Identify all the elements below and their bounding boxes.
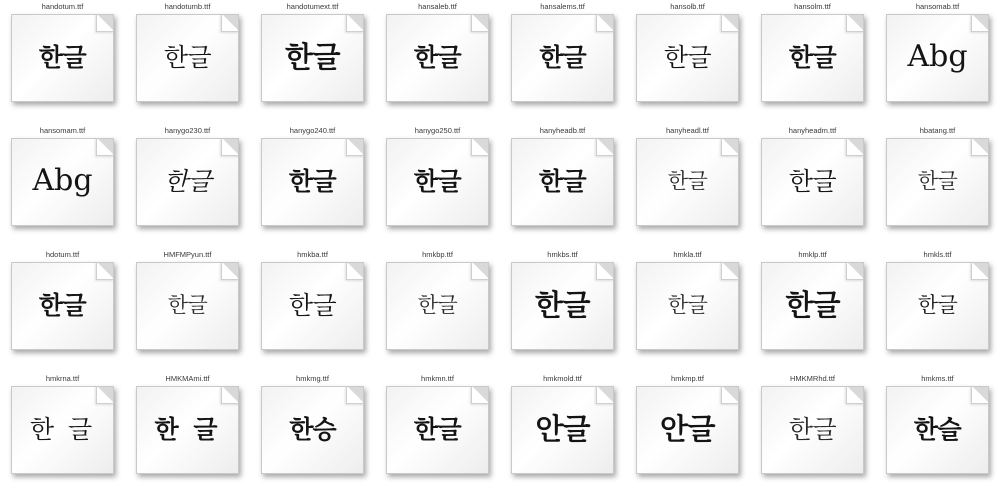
document-page-icon xyxy=(11,262,114,350)
document-page-icon xyxy=(11,138,114,226)
font-thumbnail-item[interactable] xyxy=(375,0,500,124)
font-preview-thumbnail[interactable] xyxy=(11,262,114,350)
font-file-name: hmkls.ttf xyxy=(923,250,952,259)
font-file-name: hmkbs.ttf xyxy=(547,250,578,259)
font-file-name: hmklp.ttf xyxy=(798,250,827,259)
font-thumbnail-item[interactable] xyxy=(750,372,875,496)
font-preview-thumbnail[interactable] xyxy=(11,386,114,474)
font-sample-text: 한 글 xyxy=(29,414,96,444)
font-preview-thumbnail[interactable] xyxy=(761,14,864,102)
font-sample-text: 한글 xyxy=(167,292,208,317)
font-sample-text: 안글 xyxy=(535,411,590,446)
font-file-name: HMKMAmi.ttf xyxy=(165,374,210,383)
font-thumbnail-item[interactable] xyxy=(625,124,750,248)
font-thumbnail-item[interactable] xyxy=(0,372,125,496)
font-preview-thumbnail[interactable] xyxy=(636,386,739,474)
font-sample-text: 한글 xyxy=(417,292,458,317)
document-page-icon xyxy=(636,262,739,350)
font-preview-thumbnail[interactable] xyxy=(511,262,614,350)
font-file-name: hanygo230.ttf xyxy=(164,126,211,135)
font-sample-text: 한 글 xyxy=(154,414,221,444)
document-page-icon xyxy=(511,386,614,474)
font-file-name: hanyheadl.ttf xyxy=(666,126,709,135)
font-preview-thumbnail[interactable] xyxy=(261,14,364,102)
font-sample-text: Abg xyxy=(32,163,93,198)
font-preview-thumbnail[interactable] xyxy=(886,386,989,474)
document-page-icon xyxy=(886,138,989,226)
font-preview-thumbnail[interactable] xyxy=(511,386,614,474)
font-sample-text: 한글 xyxy=(413,166,462,196)
font-thumbnail-item[interactable] xyxy=(875,0,1000,124)
font-sample-text: 한글 xyxy=(917,168,958,193)
font-thumbnail-item[interactable] xyxy=(875,372,1000,496)
document-page-icon xyxy=(636,14,739,102)
font-sample-text: 한글 xyxy=(284,39,341,74)
font-preview-thumbnail[interactable] xyxy=(761,138,864,226)
font-thumbnail-item[interactable] xyxy=(250,248,375,372)
font-preview-thumbnail[interactable] xyxy=(261,138,364,226)
font-file-name: hmkbp.ttf xyxy=(422,250,453,259)
document-page-icon xyxy=(261,386,364,474)
font-thumbnail-item[interactable] xyxy=(500,0,625,124)
font-thumbnail-item[interactable] xyxy=(750,0,875,124)
font-thumbnail-item[interactable] xyxy=(0,124,125,248)
font-file-name: hmkba.ttf xyxy=(297,250,328,259)
document-page-icon xyxy=(886,262,989,350)
font-file-name: hmkms.ttf xyxy=(921,374,954,383)
font-file-name: HMKMRhd.ttf xyxy=(789,374,835,383)
font-preview-thumbnail[interactable] xyxy=(761,386,864,474)
font-sample-text: 한글 xyxy=(413,414,462,444)
font-sample-text: 한글 xyxy=(788,166,837,196)
font-sample-text: 한글 xyxy=(38,290,87,320)
document-page-icon xyxy=(261,14,364,102)
document-page-icon xyxy=(136,262,239,350)
font-file-name: hansolm.ttf xyxy=(794,2,831,11)
font-file-name: hmkmold.ttf xyxy=(543,374,582,383)
document-page-icon xyxy=(636,386,739,474)
font-file-name: hanygo240.ttf xyxy=(289,126,336,135)
font-thumbnail-item[interactable] xyxy=(0,0,125,124)
font-preview-thumbnail[interactable] xyxy=(636,262,739,350)
font-thumbnail-item[interactable] xyxy=(500,372,625,496)
font-thumbnail-item[interactable] xyxy=(250,372,375,496)
font-sample-text: 한글 xyxy=(917,292,958,317)
font-sample-text: 한글 xyxy=(288,290,337,320)
font-sample-text: 한글 xyxy=(785,287,840,322)
document-page-icon xyxy=(386,262,489,350)
font-preview-thumbnail[interactable] xyxy=(261,386,364,474)
document-page-icon xyxy=(386,138,489,226)
font-preview-thumbnail[interactable] xyxy=(886,14,989,102)
font-thumbnail-item[interactable] xyxy=(750,124,875,248)
font-sample-text: 한승 xyxy=(289,414,336,444)
font-sample-text: 한글 xyxy=(788,414,837,444)
font-file-name: hansalems.ttf xyxy=(540,2,585,11)
font-preview-thumbnail[interactable] xyxy=(511,138,614,226)
font-preview-thumbnail[interactable] xyxy=(886,138,989,226)
font-thumbnail-item[interactable] xyxy=(125,124,250,248)
font-file-name: hbatang.ttf xyxy=(919,126,956,135)
font-thumbnail-item[interactable] xyxy=(500,124,625,248)
font-thumbnail-item[interactable] xyxy=(250,124,375,248)
font-thumbnail-item[interactable] xyxy=(125,0,250,124)
font-thumbnail-item[interactable] xyxy=(375,372,500,496)
font-sample-text: 한글 xyxy=(288,166,337,196)
font-sample-text: 한글 xyxy=(539,42,586,72)
document-page-icon xyxy=(886,386,989,474)
document-page-icon xyxy=(511,138,614,226)
font-sample-text: 한글 xyxy=(163,42,212,72)
font-file-name: handotum.ttf xyxy=(41,2,84,11)
document-page-icon xyxy=(386,14,489,102)
font-thumbnail-item[interactable] xyxy=(625,372,750,496)
font-file-name: hmkla.ttf xyxy=(673,250,702,259)
font-thumbnail-item[interactable] xyxy=(125,372,250,496)
font-file-name: hansolb.ttf xyxy=(670,2,705,11)
font-sample-text: 한글 xyxy=(163,166,212,196)
document-page-icon xyxy=(761,386,864,474)
font-file-name: handotumb.ttf xyxy=(164,2,211,11)
document-page-icon xyxy=(136,14,239,102)
font-file-name: hmkmp.ttf xyxy=(671,374,704,383)
font-thumbnail-item[interactable] xyxy=(625,0,750,124)
font-sample-text: 안글 xyxy=(659,411,716,446)
document-page-icon xyxy=(761,262,864,350)
font-thumbnail-item[interactable] xyxy=(625,248,750,372)
font-preview-thumbnail[interactable] xyxy=(386,386,489,474)
font-thumbnail-item[interactable] xyxy=(750,248,875,372)
font-preview-thumbnail[interactable] xyxy=(136,386,239,474)
font-sample-text: Abg xyxy=(907,39,968,74)
font-file-name: hansaleb.ttf xyxy=(418,2,457,11)
font-file-name: hmkmg.ttf xyxy=(296,374,329,383)
font-sample-text: 한글 xyxy=(413,42,462,72)
font-sample-text: 한글 xyxy=(667,168,708,193)
font-preview-thumbnail[interactable] xyxy=(11,14,114,102)
font-preview-thumbnail[interactable] xyxy=(261,262,364,350)
document-page-icon xyxy=(11,14,114,102)
font-file-name: hmkmn.ttf xyxy=(421,374,454,383)
font-preview-thumbnail[interactable] xyxy=(636,14,739,102)
font-preview-thumbnail[interactable] xyxy=(136,262,239,350)
font-sample-text: 한글 xyxy=(788,42,837,72)
font-file-name: hanygo250.ttf xyxy=(414,126,461,135)
font-preview-thumbnail[interactable] xyxy=(386,138,489,226)
document-page-icon xyxy=(511,14,614,102)
document-page-icon xyxy=(636,138,739,226)
font-sample-text: 한글 xyxy=(667,292,708,317)
font-preview-thumbnail[interactable] xyxy=(886,262,989,350)
font-preview-thumbnail[interactable] xyxy=(761,262,864,350)
font-thumbnail-item[interactable] xyxy=(375,248,500,372)
font-preview-thumbnail[interactable] xyxy=(136,138,239,226)
document-page-icon xyxy=(11,386,114,474)
font-file-name: hanyheadm.ttf xyxy=(788,126,837,135)
font-file-name: hanyheadb.ttf xyxy=(539,126,586,135)
font-sample-text: 한글 xyxy=(38,42,87,72)
font-thumbnail-item[interactable] xyxy=(500,248,625,372)
font-sample-text: 한글 xyxy=(538,166,587,196)
document-page-icon xyxy=(261,262,364,350)
document-page-icon xyxy=(761,14,864,102)
font-thumbnail-item[interactable] xyxy=(125,248,250,372)
font-sample-text: 한글 xyxy=(663,42,712,72)
font-file-name: hmkrna.ttf xyxy=(45,374,80,383)
document-page-icon xyxy=(386,386,489,474)
font-preview-thumbnail[interactable] xyxy=(386,14,489,102)
font-sample-text: 한글 xyxy=(534,287,591,322)
document-page-icon xyxy=(261,138,364,226)
font-file-name: HMFMPyun.ttf xyxy=(163,250,212,259)
font-preview-thumbnail[interactable] xyxy=(136,14,239,102)
document-page-icon xyxy=(886,14,989,102)
document-page-icon xyxy=(136,138,239,226)
font-preview-thumbnail[interactable] xyxy=(636,138,739,226)
font-thumbnail-item[interactable] xyxy=(375,124,500,248)
font-preview-thumbnail[interactable] xyxy=(11,138,114,226)
font-thumbnail-item[interactable] xyxy=(875,248,1000,372)
font-thumbnail-item[interactable] xyxy=(875,124,1000,248)
font-file-name: hansomam.ttf xyxy=(39,126,86,135)
font-thumbnail-item[interactable] xyxy=(250,0,375,124)
font-thumbnail-item[interactable] xyxy=(0,248,125,372)
font-sample-text: 한슬 xyxy=(913,414,962,444)
font-file-name: hdotum.ttf xyxy=(45,250,80,259)
document-page-icon xyxy=(761,138,864,226)
document-page-icon xyxy=(511,262,614,350)
font-file-name: hansomab.ttf xyxy=(915,2,960,11)
document-page-icon xyxy=(136,386,239,474)
font-preview-thumbnail[interactable] xyxy=(511,14,614,102)
font-file-name: handotumext.ttf xyxy=(286,2,339,11)
font-preview-thumbnail[interactable] xyxy=(386,262,489,350)
